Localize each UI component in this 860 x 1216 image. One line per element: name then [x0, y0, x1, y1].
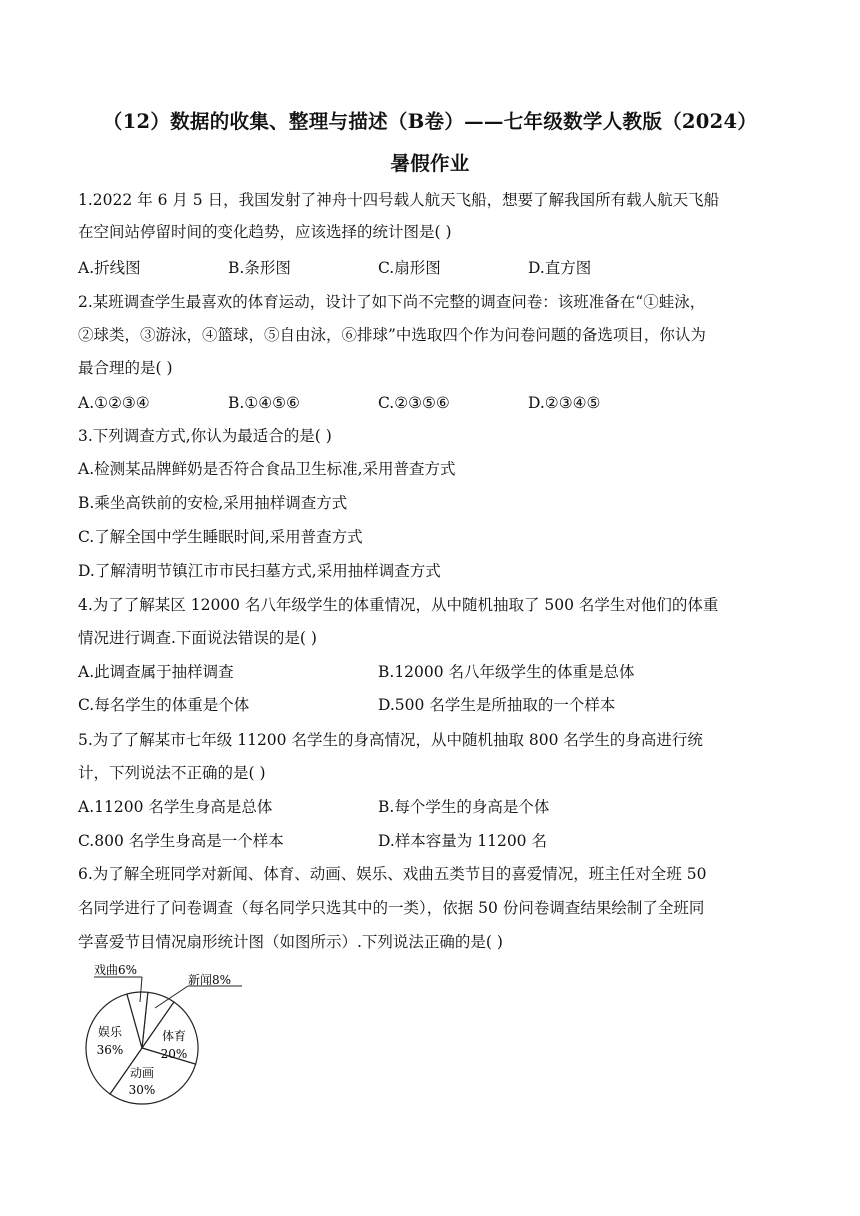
q1-stem-line2: 在空间站停留时间的变化趋势，应该选择的统计图是( )	[78, 223, 452, 241]
q5-option-a: A.11200 名学生身高是总体	[78, 798, 273, 816]
q2-option-d: D.②③④⑤	[528, 394, 601, 412]
q1-option-a: A.折线图	[78, 259, 141, 277]
q6-stem-line3: 学喜爱节目情况扇形统计图（如图所示）.下列说法正确的是( )	[78, 933, 503, 951]
pie-label-name-3: 动画	[129, 1066, 155, 1080]
q4-option-a: A.此调查属于抽样调查	[78, 663, 234, 681]
pie-label-1: 新闻8%	[188, 973, 232, 987]
q6-stem-line2: 名同学进行了问卷调查（每名同学只选其中的一类），依据 50 份问卷调查结果绘制了全班同	[78, 899, 705, 917]
q3-option-c: C.了解全国中学生睡眠时间,采用普查方式	[78, 528, 363, 546]
q2-option-a: A.①②③④	[78, 394, 150, 412]
pie-label-name-4: 娱乐	[97, 1025, 123, 1039]
q5-option-c: C.800 名学生身高是一个样本	[78, 832, 284, 850]
q3-option-a: A.检测某品牌鲜奶是否符合食品卫生标准,采用普查方式	[78, 460, 456, 478]
q6-stem-line1: 6.为了解全班同学对新闻、体育、动画、娱乐、戏曲五类节目的喜爱情况，班主任对全班 50	[78, 865, 707, 883]
q4-stem-line2: 情况进行调查.下面说法错误的是( )	[78, 629, 317, 647]
page-title: （12）数据的收集、整理与描述（B卷）——七年级数学人教版（2024）	[102, 110, 758, 133]
q3-stem: 3.下列调查方式,你认为最适合的是( )	[78, 427, 332, 445]
q4-option-d: D.500 名学生是所抽取的一个样本	[378, 696, 616, 714]
q5-option-d: D.样本容量为 11200 名	[378, 832, 547, 850]
q3-option-b: B.乘坐高铁前的安检,采用抽样调查方式	[78, 494, 348, 512]
q2-option-b: B.①④⑤⑥	[228, 394, 300, 412]
q4-option-b: B.12000 名八年级学生的体重是总体	[378, 663, 635, 681]
page-subtitle: 暑假作业	[390, 152, 470, 175]
q2-stem-line1: 2.某班调查学生最喜欢的体育运动，设计了如下尚不完整的调查问卷：该班准备在“①蛙泳，	[78, 293, 706, 311]
pie-label-5: 戏曲6%	[94, 963, 138, 977]
pie-label-name-2: 体育	[161, 1029, 187, 1043]
q5-stem-line1: 5.为了了解某市七年级 11200 名学生的身高情况，从中随机抽取 800 名学生的身高进行统	[78, 731, 703, 749]
q2-option-c: C.②③⑤⑥	[378, 394, 450, 412]
q2-stem-line3: 最合理的是( )	[78, 359, 173, 377]
q1-option-d: D.直方图	[528, 259, 592, 277]
pie-label-pct-2: 20%	[160, 1047, 188, 1061]
q5-stem-line2: 计，下列说法不正确的是( )	[78, 764, 266, 782]
pie-label-pct-4: 36%	[96, 1043, 124, 1057]
q1-stem-line1: 1.2022 年 6 月 5 日，我国发射了神舟十四号载人航天飞船，想要了解我国所有载人航天飞船	[78, 191, 720, 209]
q3-option-d: D.了解清明节镇江市市民扫墓方式,采用抽样调查方式	[78, 562, 441, 580]
q4-stem-line1: 4.为了了解某区 12000 名八年级学生的体重情况，从中随机抽取了 500 名学生对他们的体重	[78, 596, 719, 614]
q1-option-b: B.条形图	[228, 259, 291, 277]
q1-option-c: C.扇形图	[378, 259, 441, 277]
q4-option-c: C.每名学生的体重是个体	[78, 696, 250, 714]
q5-option-b: B.每个学生的身高是个体	[378, 798, 550, 816]
pie-chart	[70, 958, 260, 1108]
pie-label-pct-3: 30%	[128, 1083, 156, 1097]
q2-stem-line2: ②球类，③游泳，④篮球，⑤自由泳，⑥排球”中选取四个作为问卷问题的备选项目，你认为	[78, 326, 706, 344]
